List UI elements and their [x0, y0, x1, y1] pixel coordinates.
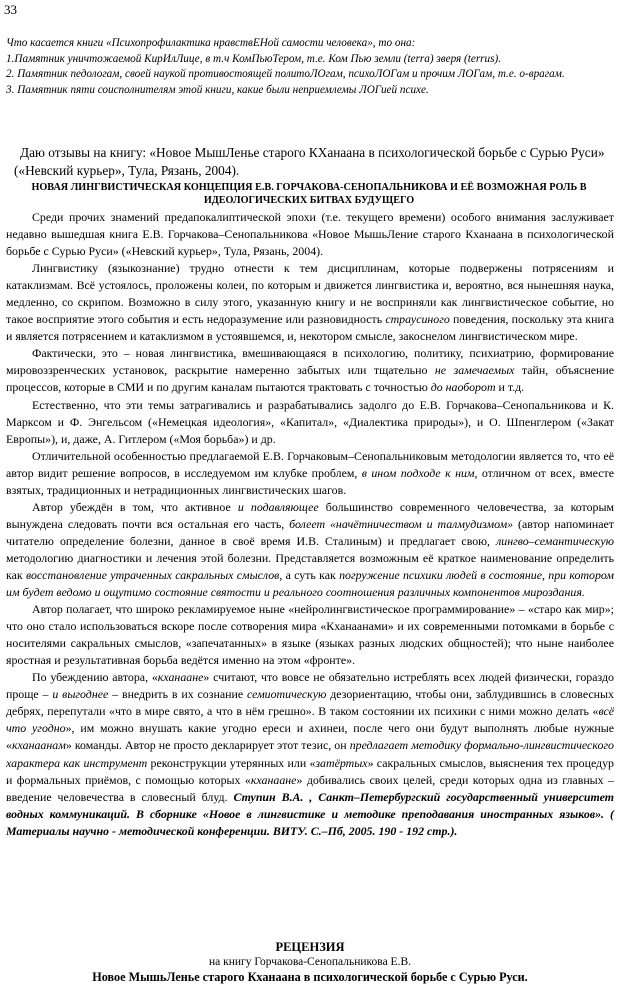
citation: Ступин В.А. , Санкт–Петербургский государственный университет водных коммуникаций. В сборнике «Новое в лингвистике и методике преподавания иностранных языков». ( Материалы научно - методической конференции. ВИТУ. С.–Пб, 2005. 190 - 192 стр.).: [6, 789, 614, 838]
recension-block: [0, 940, 620, 985]
italic-note: [6, 36, 610, 98]
recension-subtitle: на книгу Горчакова-Сенопальникова Е.В.: [208, 956, 411, 968]
heading-line: ИДЕОЛОГИЧЕСКИХ БИТВАХ БУДУЩЕГО: [203, 195, 415, 206]
paragraph: Среди прочих знамений предапокалиптической эпохи (т.е. текущего времени) особого внимания заслуживает недавно вышедшая книга Е.В. Горчакова–Сенопальникова «Новое МышьЛение старого Кханаана в психологической борьбе с Сурью Руси» («Невский курьер», Тула, Рязань, 2004).: [6, 210, 614, 259]
paragraph: Фактически, это – новая лингвистика, вмешивающаяся в психологию, политику, психиатрию, формирование мировоззренческих установок, раскрытие намеренно забытых или тщательно не замечаемых тайн, объяснение процессов, которые в СМИ и по другим каналам пытаются трактовать с точностью до наоборот и т.д.: [6, 346, 614, 395]
paragraph: Автор полагает, что широко рекламируемое ныне «нейролингвистическое программирование» – «старо как мир»; что оно стало использоваться вскоре после сотворения мира «Кханаанами» и их современными потомками в борьбе с носителями сакральных смыслов, «запечатанных» в языке (языках разных людских общностей); что ныне наиболее яростная и результативная борьба ведётся именно на этом «фронте».: [6, 602, 614, 668]
recension-book-title: Новое МышьЛенье старого Кханаана в психологической борьбе с Сурью Руси.: [92, 970, 528, 984]
note-item: 1.Памятник уничтожаемой КирИлЛице, в т.ч КомПьюТером, т.е. Ком Пью земли (terra) зверя (terrus).: [6, 52, 502, 65]
paragraph: Естественно, что эти темы затрагивались и разрабатывались задолго до Е.В. Горчакова–Сенопальникова и К. Марксом и Ф. Энгельсом («Немецкая идеология», «Капитал», «Диалектика природы»), и О. Шпенглером («Закат Европы»), и, даже, А. Гитлером («Моя борьба») и др.: [6, 397, 614, 446]
article-body: [6, 209, 614, 840]
paragraph: По убеждению автора, «кханаане» считают, что вовсе не обязательно истреблять всех людей физически, гораздо проще – и выгоднее – внедрить в их сознание семиотическую дезориентацию, чтобы они, заблудившись в словесных дебрях, перепутали «что в мире свято, а что в нём грешно». В таком состоянии их психики с ними можно делать «всё что угодно», им можно внушать какие угодно ереси и ахинеи, после чего они будут выполнять любые нужные «кханаанам» команды. Автор не просто декларирует этот тезис, он предлагает методику формально-лингвистического характера как инструмент реконструкции утерянных или «затёртых» сакральных смыслов, выяснения тех процедур и формальных приёмов, с помощью которых «кханаане» добивались своих целей, среди которых одна из главных – введение человечества в словесный блуд. Ступин В.А. , Санкт–Петербургский государственный университет водных коммуникаций. В сборнике «Новое в лингвистике и методике преподавания иностранных языков». ( Материалы научно - методической конференции. ВИТУ. С.–Пб, 2005. 190 - 192 стр.).: [6, 670, 614, 838]
recension-title: РЕЦЕНЗИЯ: [275, 940, 345, 954]
paragraph: Автор убеждён в том, что активное и подавляющее большинство современного человечества, за которым вынуждена следовать почти вся остальная его часть, болеет «начётничеством и талмудизмом» (автор напоминает читателю определение болезни, данное в своё время И.В. Сталиным) и предлагает свою, лингво–семантическую методологию диагностики и лечения этой болезни. Представляется возможным её краткое наименование определить как восстановление утраченных сакральных смыслов, а суть как погружение психики людей в состояние, при котором им будет ведомо и ощутимо состояние святости и реального соотношения различных компонентов мироздания.: [6, 499, 614, 600]
review-intro: Даю отзывы на книгу: «Новое МышЛенье старого КХанаана в психологической борьбе с Сурью Руси» («Невский курьер», Тула, Рязань, 2004).: [14, 145, 605, 178]
paragraph: Отличительной особенностью предлагаемой Е.В. Горчаковым–Сенопальниковым методологии является то, что её автор видит решение вопросов, в исследуемом им клубке проблем, в ином подходе к ним, отличном от всех, вместе взятых, традиционных и нетрадиционных лингвистических шагов.: [6, 448, 614, 497]
page-number: 33: [4, 2, 17, 17]
heading-line: НОВАЯ ЛИНГВИСТИЧЕСКАЯ КОНЦЕПЦИЯ Е.В. ГОРЧАКОВА-СЕНОПАЛЬНИКОВА И ЕЁ ВОЗМОЖНАЯ РОЛЬ В: [31, 182, 587, 193]
article-heading: [6, 181, 612, 207]
note-lead: Что касается книги «Психопрофилактика нравствЕНой самости человека», то она:: [6, 37, 416, 49]
paragraph: Лингвистику (языкознание) трудно отнести к тем дисциплинам, которые подвержены потрясениям и катаклизмам. Всё устоялось, проложены колеи, по которым и движется лингвистика и, вероятно, вся нынешняя наука, медленно, со скрипом. Возможно в силу этого, указанную книгу и не восприняли как лингвистическое событие, но такое восприятие этого события и есть недоразумение или разновидность страусиного поведения, поскольку эта книга и является потрясением и катаклизмом в устоявшемся, и, некотором смысле, закоснелом лингвистическом мире.: [6, 261, 614, 344]
note-item: 2. Памятник педологам, своей наукой противостоящей политоЛОгам, психоЛОГам и прочим ЛОГам, т.е. о-врагам.: [6, 68, 565, 80]
note-item: 3. Памятник пяти соисполнителям этой книги, какие были неприемлемы ЛОГией психе.: [6, 83, 429, 96]
